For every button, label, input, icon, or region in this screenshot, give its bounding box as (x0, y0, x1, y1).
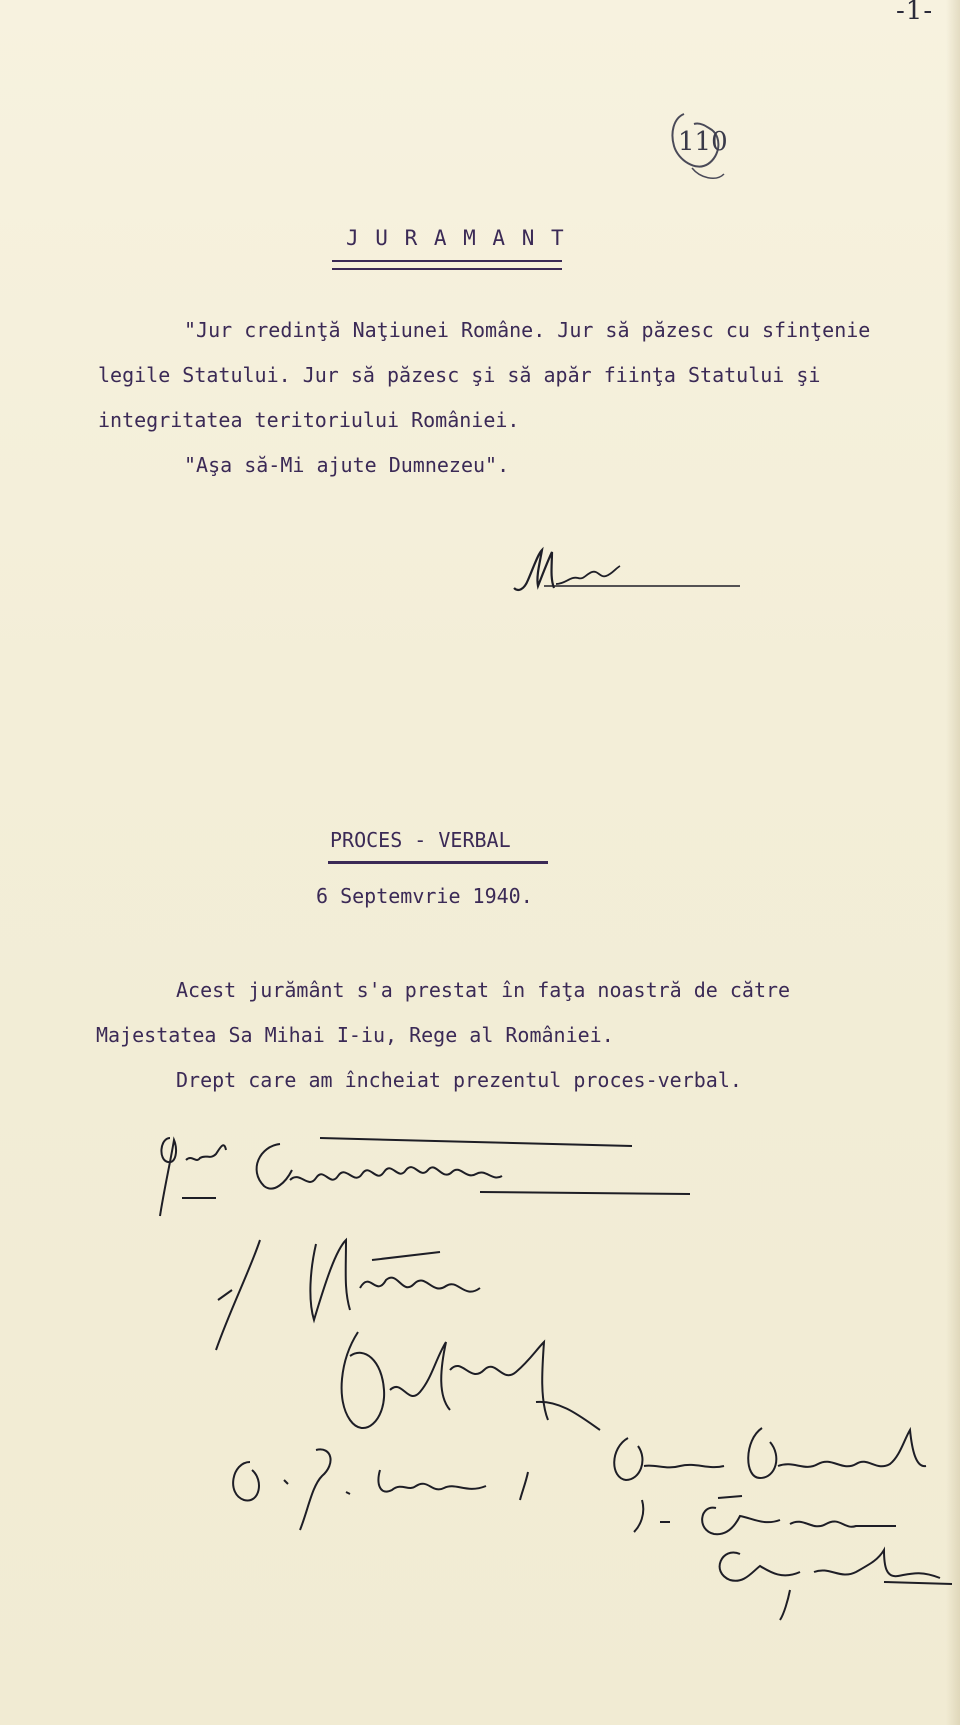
folio-number: 110 (678, 127, 728, 157)
proces-verbal-line-3: Drept care am încheiat prezentul proces-verbal. (176, 1068, 742, 1092)
signature-antonescu (160, 1138, 690, 1216)
folio-stamp (666, 108, 736, 188)
oath-line-4: "Aşa să-Mi ajute Dumnezeu". (184, 453, 510, 477)
proces-verbal-rule (328, 861, 548, 864)
oath-title: J U R A M A N T (346, 226, 566, 250)
proces-verbal-line-2: Majestatea Sa Mihai I-iu, Rege al României. (96, 1023, 614, 1047)
signature-nicodim (216, 1240, 480, 1350)
signature-curtea-casatie (634, 1496, 952, 1620)
proces-verbal-title: PROCES - VERBAL (330, 828, 511, 852)
proces-verbal-line-1: Acest jurământ s'a prestat în faţa noastră de către (176, 978, 791, 1002)
signature-patriarh (342, 1332, 600, 1430)
witness-signatures (140, 1120, 960, 1660)
oath-line-2: legile Statului. Jur să păzesc şi să apăr fiinţa Statului şi (98, 363, 821, 387)
oath-line-3: integritatea teritoriului României. (98, 408, 520, 432)
title-double-rule (332, 260, 562, 270)
page-number: -1- (896, 0, 934, 26)
oath-line-1: "Jur credinţă Naţiunei Române. Jur să păzesc cu sfinţenie (184, 318, 871, 342)
proces-verbal-date: 6 Septemvrie 1940. (316, 884, 533, 908)
signature-prim-presedinte (614, 1428, 926, 1480)
signature-lupu (233, 1449, 528, 1530)
king-signature (508, 540, 748, 600)
